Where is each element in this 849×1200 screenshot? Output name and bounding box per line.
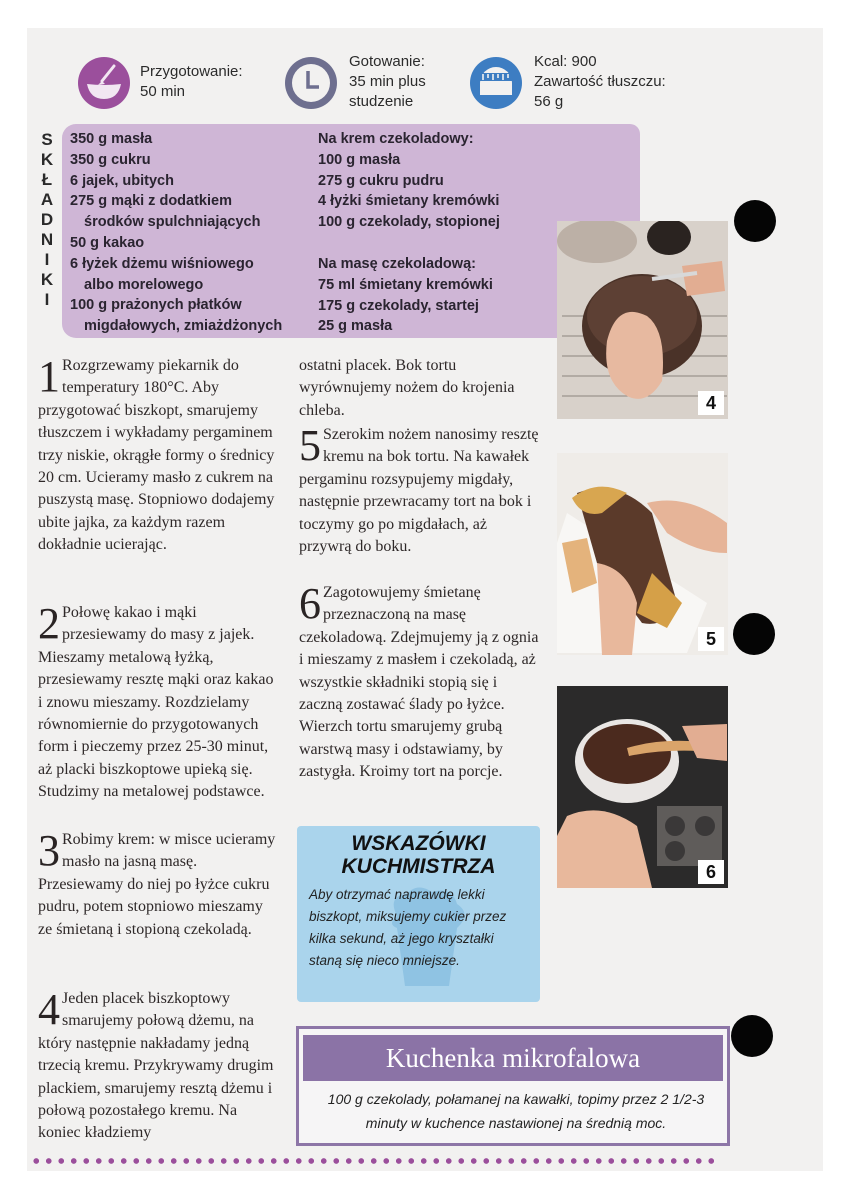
step-number: 4	[38, 985, 60, 1034]
prep-time	[140, 62, 243, 102]
tips-title-2: KUCHMISTRZA	[341, 855, 496, 878]
ingredients-right	[318, 129, 500, 337]
step-text: Robimy krem: w misce ucieramy masło na jasną masę. Przesiewamy do niej po łyżce cukru pudru, potem stopniowo mieszamy ze śmietaną i stopioną czekoladą.	[38, 831, 276, 938]
cook-value: 35 min plus	[349, 73, 426, 90]
ingredient-item: 6 jajek, ubitych	[70, 172, 174, 189]
step-text: Szerokim nożem nanosimy resztę kremu na bok tortu. Na kawałek pergaminu rozsypujemy migdały, następnie przewracamy tort na bok i toczymy go po migdałach, aż przywrą do boku.	[299, 426, 539, 556]
cook-label: Gotowanie:	[349, 53, 425, 70]
clock-icon	[285, 57, 337, 109]
step-2	[38, 599, 280, 804]
ingredient-item: 175 g czekolady, startej	[318, 297, 479, 314]
microwave-body: 100 g czekolady, połamanej na kawałki, topimy przez 2 1/2-3 minuty w kuchence nastawionej na średnią moc.	[327, 1091, 705, 1131]
step-3	[38, 826, 280, 941]
microwave-box	[296, 1026, 730, 1146]
dotted-divider	[30, 1157, 720, 1165]
step-text: Zagotowujemy śmietanę przeznaczoną na masę czekoladową. Zdejmujemy ją z ognia i mieszamy z masłem i czekoladą, aż wszystkie składniki stopią się i zaczną zostawać ślady po łyżce. Wierzch tortu smarujemy grubą warstwą masy i odstawiamy, by zastygła. Kroimy tort na porcje.	[299, 584, 539, 781]
cook-value-2: studzenie	[349, 93, 414, 110]
nutrition	[534, 52, 666, 112]
step-number: 1	[38, 352, 60, 401]
photo-number: 5	[698, 627, 724, 651]
mass-heading: Na masę czekoladową:	[318, 255, 476, 272]
step-text: Rozgrzewamy piekarnik do temperatury 180°C. Aby przygotować biszkopt, smarujemy tłuszczem i wykładamy pergaminem trzy niskie, okrągłe formy o średnicy 20 cm. Ucieramy masło z cukrem na puszystą masę. Stopniowo dodajemy ubite jajka, za każdym razem dokładnie ucierając.	[38, 357, 275, 554]
ingredient-item: 100 g masła	[318, 151, 401, 168]
step-number: 2	[38, 599, 60, 648]
photo-step-6	[557, 686, 728, 888]
step-4-continued	[299, 355, 543, 422]
ingredients-heading: SKŁADNIKI	[37, 130, 57, 310]
step-6	[299, 579, 543, 784]
microwave-title: Kuchenka mikrofalowa	[385, 1043, 641, 1073]
scale-icon	[470, 57, 522, 109]
step-4	[38, 985, 280, 1145]
tips-title-1: WSKAZÓWKI	[351, 832, 486, 855]
cream-heading: Na krem czekoladowy:	[318, 131, 474, 147]
binder-hole	[733, 613, 775, 655]
ingredient-item: albo morelowego	[84, 276, 204, 293]
ingredient-item: 350 g cukru	[70, 151, 151, 168]
ingredient-item: migdałowych, zmiażdżonych	[84, 318, 283, 335]
photo-number: 6	[698, 860, 724, 884]
cook-time	[349, 52, 426, 112]
binder-hole	[734, 200, 776, 242]
ingredient-item: 4 łyżki śmietany kremówki	[318, 193, 500, 210]
binder-hole	[731, 1015, 773, 1057]
photo-step-5	[557, 453, 728, 655]
ingredient-item: 6 łyżek dżemu wiśniowego	[70, 255, 254, 272]
fat-value: 56 g	[534, 93, 564, 110]
step-text: Połowę kakao i mąki przesiewamy do masy z jajek. Mieszamy metalową łyżką, przesiewamy resztę mąki oraz kakao i znowu mieszamy. Rozdzielamy równomiernie do przygotowanych form i pieczemy przez 25-30 minut, aż placki biszkoptowe upieką się. Studzimy na metalowej podstawce.	[38, 604, 274, 801]
ingredient-item: 100 g czekolady, stopionej	[318, 214, 500, 231]
kcal-value: Kcal: 900	[534, 53, 597, 70]
step-number: 6	[299, 579, 321, 628]
ingredient-item: 275 g cukru pudru	[318, 172, 444, 189]
ingredient-item: 50 g kakao	[70, 234, 145, 251]
step-number: 3	[38, 826, 60, 875]
prep-label: Przygotowanie:	[140, 63, 243, 80]
step-text: Jeden placek biszkoptowy smarujemy połową dżemu, na który następnie nakładamy jedną trzecią kremu. Przykrywamy drugim plackiem, smarujemy resztą dżemu i połową pozostałego kremu. Na koniec kładziemy	[38, 990, 274, 1142]
fat-label: Zawartość tłuszczu:	[534, 73, 666, 90]
ingredient-item: 350 g masła	[70, 131, 153, 147]
chef-tips-box	[297, 826, 540, 1002]
ingredients-left	[70, 129, 282, 337]
tips-body: Aby otrzymać naprawdę lekki biszkopt, miksujemy cukier przez kilka sekund, aż jego kryształki staną się nieco mniejsze.	[309, 887, 507, 968]
mixing-bowl-icon	[78, 57, 130, 109]
photo-number: 4	[698, 391, 724, 415]
ingredient-item: środków spulchniających	[84, 214, 261, 231]
ingredient-item: 25 g masła	[318, 318, 393, 335]
step-1	[38, 352, 280, 557]
ingredient-item: 100 g prażonych płatków	[70, 297, 242, 314]
step-5	[299, 421, 543, 558]
step-number: 5	[299, 421, 321, 470]
photo-step-4	[557, 221, 728, 419]
step-text: ostatni placek. Bok tortu wyrównujemy nożem do krojenia chleba.	[299, 357, 515, 419]
ingredient-item: 275 g mąki z dodatkiem	[70, 193, 232, 210]
prep-value: 50 min	[140, 83, 186, 100]
ingredient-item: 75 ml śmietany kremówki	[318, 276, 493, 293]
